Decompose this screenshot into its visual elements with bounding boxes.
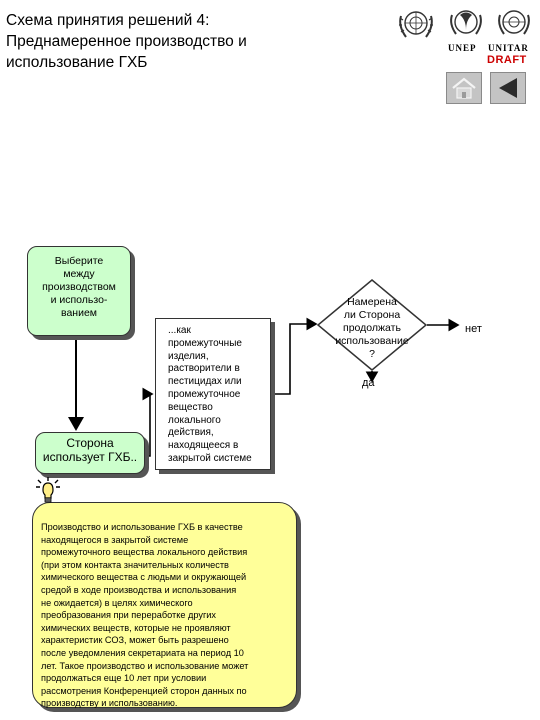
unep-label: UNEP	[448, 43, 477, 53]
info-box	[32, 502, 297, 708]
note-line: локального	[168, 414, 221, 426]
draft-label: DRAFT	[487, 54, 527, 66]
start-box-line: между	[63, 268, 95, 280]
note-line: промежуточное	[168, 388, 241, 400]
decision-line: ?	[369, 348, 375, 360]
info-line: химического вещества с людьми и окружающей	[41, 572, 247, 583]
start-box-line: ванием	[60, 307, 98, 319]
info-line: не ожидается) в целях химического	[41, 597, 193, 608]
info-line: находящегося в закрытой системе	[41, 534, 189, 545]
decision-text	[320, 296, 424, 361]
decision-line: ли Сторона	[343, 309, 401, 321]
uses-box-line: Сторона	[66, 436, 114, 450]
note-line: растворители в	[168, 363, 240, 375]
start-box-line: Выберите	[54, 255, 104, 267]
info-line: лет. Такое производство и использование может	[41, 660, 249, 671]
note-line: изделия,	[168, 350, 209, 362]
start-box	[27, 246, 131, 336]
title-line-3: использование ГХБ	[6, 54, 148, 71]
info-line: рассмотрения Конференцией сторон данных по	[41, 685, 247, 696]
decision-line: Намерена	[347, 296, 397, 308]
info-line: преобразования при переработке других	[41, 610, 217, 621]
yes-link[interactable]: да	[362, 377, 375, 389]
arrow-note-to-decision	[275, 324, 316, 394]
lightbulb-icon	[34, 477, 62, 507]
note-line: действия,	[168, 427, 214, 439]
arrow-uses-to-note	[147, 394, 152, 456]
info-line: производству и использованию.	[41, 698, 178, 709]
note-line: находящееся в	[168, 440, 239, 452]
info-line: после уведомления секретариата на период 10	[41, 647, 244, 658]
info-line: промежуточного вещества локального действия	[41, 547, 248, 558]
decision-line: продолжать	[343, 322, 401, 334]
note-box	[155, 318, 271, 470]
title-line-2: Преднамеренное производство и	[6, 33, 247, 50]
title-line-1: Схема принятия решений 4:	[6, 12, 210, 29]
info-line: средой в ходе производства и использования	[41, 584, 237, 595]
start-box-line: и использо-	[50, 294, 108, 306]
info-line: характеристик СОЗ, может быть разрешено	[41, 635, 229, 646]
info-line: (при этом контакта значительных количеств	[41, 559, 229, 570]
unitar-label: UNITAR	[488, 43, 529, 53]
start-box-line: производством	[42, 281, 116, 293]
note-line: вещество	[168, 401, 213, 413]
note-line: пестицидах или	[168, 376, 242, 388]
uses-box-line: использует ГХБ..	[42, 450, 138, 464]
note-line: промежуточные	[168, 337, 242, 349]
note-line: закрытой системе	[168, 452, 252, 464]
info-line: продолжаться еще 10 лет при условии	[41, 673, 207, 684]
note-line: ...как	[168, 325, 191, 336]
info-line: Производство и использование ГХБ в качестве	[41, 522, 243, 532]
decision-line: использование	[335, 335, 409, 347]
uses-box[interactable]	[35, 432, 145, 474]
info-line: химических веществ, которые не проявляют	[41, 622, 231, 633]
no-link[interactable]: нет	[465, 323, 482, 335]
